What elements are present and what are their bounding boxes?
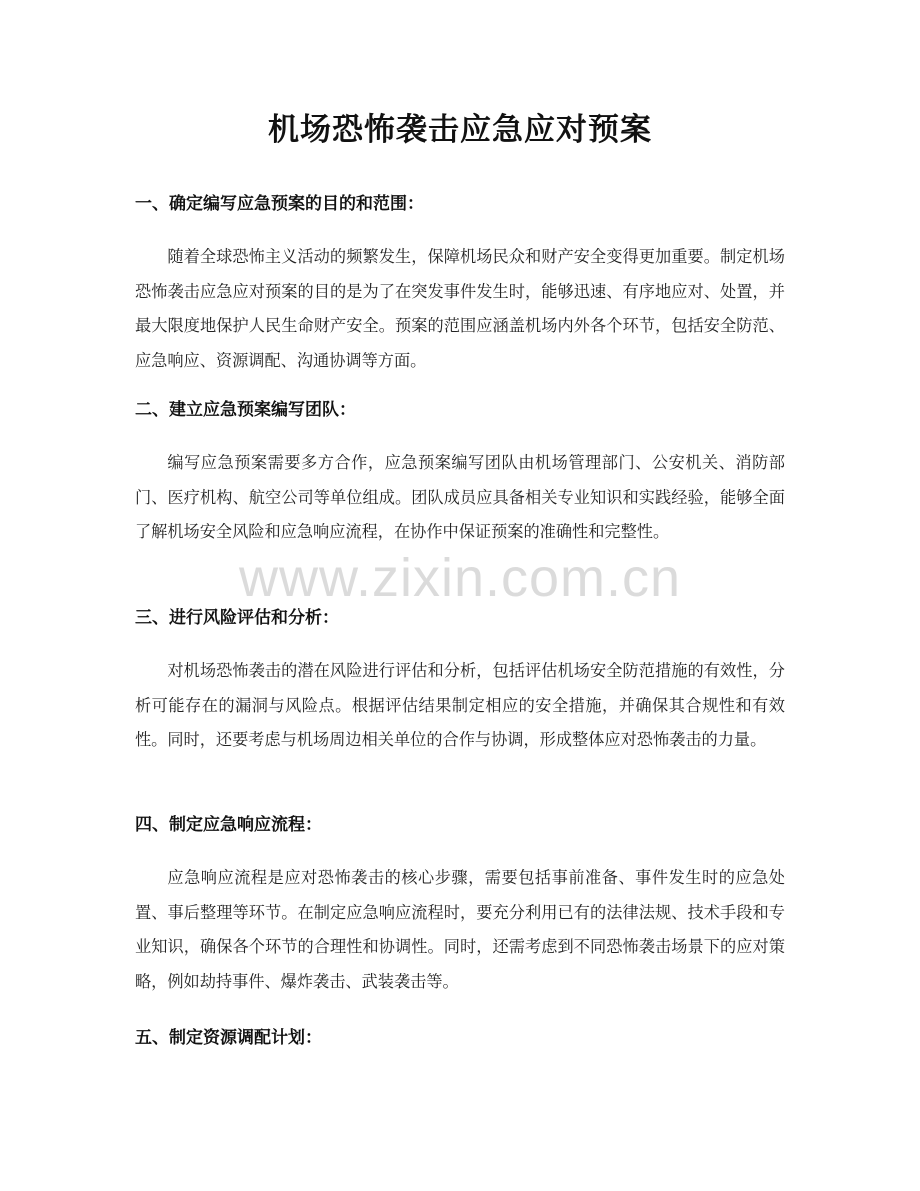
section-paragraph: 应急响应流程是应对恐怖袭击的核心步骤，需要包括事前准备、事件发生时的应急处置、事后整理等环节。在制定应急响应流程时，要充分利用已有的法律法规、技术手段和专业知识，确保各个环节的合理性和协调性。同时，还需考虑到不同恐怖袭击场景下的应对策略，例如劫持事件、爆炸袭击、武装袭击等。	[135, 868, 785, 991]
section-4	[135, 813, 785, 999]
watermark-text: www.zixin.com.cn	[238, 548, 682, 608]
section-5	[135, 1026, 785, 1050]
section-heading: 一、确定编写应急预案的目的和范围：	[135, 194, 424, 214]
section-heading: 四、制定应急响应流程：	[135, 815, 322, 835]
section-paragraph: 编写应急预案需要多方合作，应急预案编写团队由机场管理部门、公安机关、消防部门、医疗机构、航空公司等单位组成。团队成员应具备相关专业知识和实践经验，能够全面了解机场安全风险和应急响应流程，在协作中保证预案的准确性和完整性。	[135, 453, 785, 541]
document-title: 机场恐怖袭击应急应对预案	[268, 112, 652, 148]
section-paragraph: 随着全球恐怖主义活动的频繁发生，保障机场民众和财产安全变得更加重要。制定机场恐怖袭击应急应对预案的目的是为了在突发事件发生时，能够迅速、有序地应对、处置，并最大限度地保护人民生命财产安全。预案的范围应涵盖机场内外各个环节，包括安全防范、应急响应、资源调配、沟通协调等方面。	[135, 247, 785, 370]
section-heading: 五、制定资源调配计划：	[135, 1028, 322, 1048]
section-2	[135, 398, 785, 550]
section-3	[135, 606, 785, 758]
section-paragraph: 对机场恐怖袭击的潜在风险进行评估和分析，包括评估机场安全防范措施的有效性，分析可能存在的漏洞与风险点。根据评估结果制定相应的安全措施，并确保其合规性和有效性。同时，还要考虑与机场周边相关单位的合作与协调，形成整体应对恐怖袭击的力量。	[135, 661, 785, 749]
section-1	[135, 192, 785, 378]
section-heading: 三、进行风险评估和分析：	[135, 608, 339, 628]
section-heading: 二、建立应急预案编写团队：	[135, 400, 356, 420]
